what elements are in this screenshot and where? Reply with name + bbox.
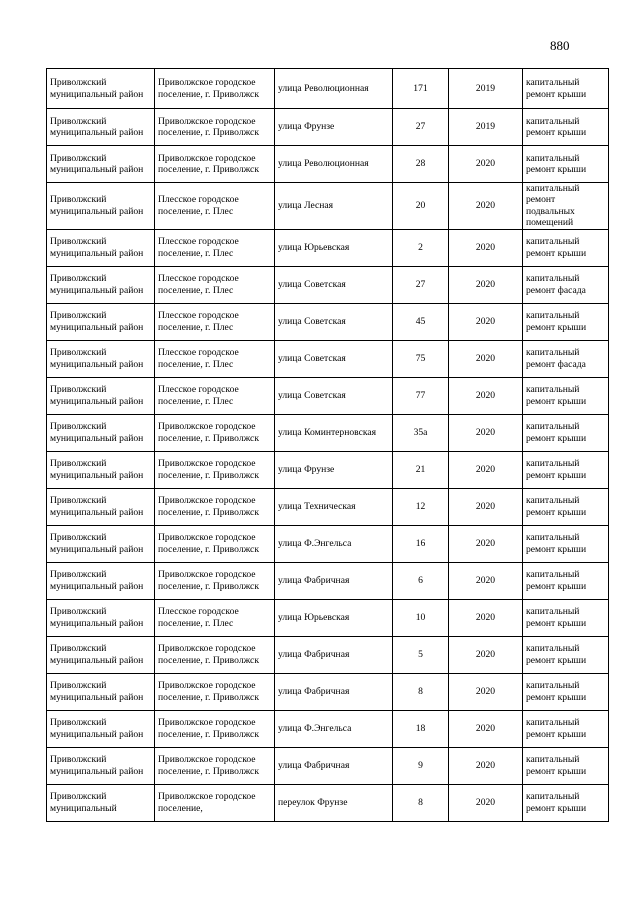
work-type-cell: капитальный ремонт фасада [523,266,609,303]
street-cell: улица Юрьевская [275,229,393,266]
settlement-cell: Приволжское городское поселение, г. Приволжск [155,636,275,673]
house-number-cell: 16 [393,525,449,562]
table-row [47,451,609,488]
work-type-cell: капитальный ремонт крыши [523,69,609,109]
street-cell: улица Фабричная [275,747,393,784]
table-row [47,229,609,266]
table-row [47,636,609,673]
settlement-cell: Приволжское городское поселение, г. Приволжск [155,747,275,784]
street-cell: улица Советская [275,340,393,377]
district-cell: Приволжский муниципальный район [47,414,155,451]
street-cell: улица Коминтерновская [275,414,393,451]
house-number-cell: 21 [393,451,449,488]
table-row [47,488,609,525]
street-cell: улица Ф.Энгельса [275,710,393,747]
house-number-cell: 171 [393,69,449,109]
house-number-cell: 2 [393,229,449,266]
table-row [47,673,609,710]
work-type-cell: капитальный ремонт крыши [523,599,609,636]
work-type-cell: капитальный ремонт крыши [523,784,609,821]
house-number-cell: 27 [393,266,449,303]
page-number: 880 [550,38,570,53]
work-type-cell: капитальный ремонт крыши [523,414,609,451]
district-cell: Приволжский муниципальный район [47,109,155,146]
settlement-cell: Плесское городское поселение, г. Плес [155,340,275,377]
settlement-cell: Плесское городское поселение, г. Плес [155,229,275,266]
settlement-cell: Плесское городское поселение, г. Плес [155,303,275,340]
table-row [47,377,609,414]
district-cell: Приволжский муниципальный район [47,303,155,340]
house-number-cell: 8 [393,784,449,821]
settlement-cell: Приволжское городское поселение, г. Приволжск [155,525,275,562]
settlement-cell: Приволжское городское поселение, г. Приволжск [155,109,275,146]
house-number-cell: 27 [393,109,449,146]
year-cell: 2020 [449,183,523,230]
work-type-cell: капитальный ремонт фасада [523,340,609,377]
work-type-cell: капитальный ремонт крыши [523,109,609,146]
house-number-cell: 9 [393,747,449,784]
work-type-cell: капитальный ремонт крыши [523,146,609,183]
district-cell: Приволжский муниципальный район [47,710,155,747]
table-row [47,340,609,377]
settlement-cell: Приволжское городское поселение, г. Приволжск [155,710,275,747]
street-cell: улица Революционная [275,146,393,183]
table-row [47,562,609,599]
table-row [47,414,609,451]
work-type-cell: капитальный ремонт крыши [523,636,609,673]
work-type-cell: капитальный ремонт крыши [523,377,609,414]
settlement-cell: Приволжское городское поселение, г. Приволжск [155,673,275,710]
year-cell: 2020 [449,525,523,562]
settlement-cell: Приволжское городское поселение, [155,784,275,821]
work-type-cell: капитальный ремонт крыши [523,303,609,340]
street-cell: улица Лесная [275,183,393,230]
work-type-cell: капитальный ремонт крыши [523,229,609,266]
district-cell: Приволжский муниципальный район [47,488,155,525]
settlement-cell: Приволжское городское поселение, г. Приволжск [155,414,275,451]
work-type-cell: капитальный ремонт крыши [523,673,609,710]
district-cell: Приволжский муниципальный район [47,599,155,636]
district-cell: Приволжский муниципальный район [47,747,155,784]
year-cell: 2020 [449,784,523,821]
work-type-cell: капитальный ремонт подвальных помещений [523,183,609,230]
street-cell: улица Фрунзе [275,109,393,146]
year-cell: 2020 [449,266,523,303]
street-cell: улица Фабричная [275,673,393,710]
district-cell: Приволжский муниципальный район [47,69,155,109]
work-type-cell: капитальный ремонт крыши [523,525,609,562]
district-cell: Приволжский муниципальный район [47,340,155,377]
house-number-cell: 8 [393,673,449,710]
street-cell: улица Ф.Энгельса [275,525,393,562]
table-row [47,69,609,109]
district-cell: Приволжский муниципальный район [47,636,155,673]
work-type-cell: капитальный ремонт крыши [523,451,609,488]
housing-repair-table [46,68,609,822]
street-cell: улица Революционная [275,69,393,109]
district-cell: Приволжский муниципальный район [47,451,155,488]
table-row [47,109,609,146]
settlement-cell: Приволжское городское поселение, г. Приволжск [155,451,275,488]
table-row [47,525,609,562]
house-number-cell: 28 [393,146,449,183]
year-cell: 2020 [449,451,523,488]
year-cell: 2020 [449,414,523,451]
house-number-cell: 35а [393,414,449,451]
street-cell: улица Фабричная [275,562,393,599]
street-cell: улица Советская [275,377,393,414]
house-number-cell: 12 [393,488,449,525]
settlement-cell: Приволжское городское поселение, г. Приволжск [155,488,275,525]
year-cell: 2020 [449,636,523,673]
year-cell: 2020 [449,146,523,183]
work-type-cell: капитальный ремонт крыши [523,710,609,747]
settlement-cell: Плесское городское поселение, г. Плес [155,599,275,636]
year-cell: 2020 [449,340,523,377]
year-cell: 2020 [449,488,523,525]
table-row [47,146,609,183]
house-number-cell: 45 [393,303,449,340]
table-row [47,266,609,303]
settlement-cell: Приволжское городское поселение, г. Приволжск [155,69,275,109]
work-type-cell: капитальный ремонт крыши [523,488,609,525]
table-row [47,183,609,230]
work-type-cell: капитальный ремонт крыши [523,562,609,599]
district-cell: Приволжский муниципальный район [47,525,155,562]
year-cell: 2020 [449,303,523,340]
settlement-cell: Приволжское городское поселение, г. Приволжск [155,562,275,599]
settlement-cell: Плесское городское поселение, г. Плес [155,266,275,303]
house-number-cell: 77 [393,377,449,414]
table-row [47,747,609,784]
table-row [47,599,609,636]
year-cell: 2019 [449,109,523,146]
year-cell: 2019 [449,69,523,109]
district-cell: Приволжский муниципальный район [47,229,155,266]
table-row [47,710,609,747]
house-number-cell: 75 [393,340,449,377]
street-cell: улица Фабричная [275,636,393,673]
street-cell: улица Фрунзе [275,451,393,488]
table-row [47,303,609,340]
year-cell: 2020 [449,673,523,710]
house-number-cell: 5 [393,636,449,673]
district-cell: Приволжский муниципальный район [47,183,155,230]
district-cell: Приволжский муниципальный район [47,377,155,414]
street-cell: переулок Фрунзе [275,784,393,821]
year-cell: 2020 [449,747,523,784]
year-cell: 2020 [449,377,523,414]
work-type-cell: капитальный ремонт крыши [523,747,609,784]
settlement-cell: Плесское городское поселение, г. Плес [155,377,275,414]
street-cell: улица Юрьевская [275,599,393,636]
house-number-cell: 18 [393,710,449,747]
settlement-cell: Плесское городское поселение, г. Плес [155,183,275,230]
district-cell: Приволжский муниципальный район [47,266,155,303]
year-cell: 2020 [449,710,523,747]
district-cell: Приволжский муниципальный район [47,146,155,183]
year-cell: 2020 [449,599,523,636]
street-cell: улица Советская [275,303,393,340]
house-number-cell: 10 [393,599,449,636]
table-row [47,784,609,821]
street-cell: улица Техническая [275,488,393,525]
year-cell: 2020 [449,229,523,266]
district-cell: Приволжский муниципальный район [47,562,155,599]
district-cell: Приволжский муниципальный [47,784,155,821]
district-cell: Приволжский муниципальный район [47,673,155,710]
house-number-cell: 6 [393,562,449,599]
street-cell: улица Советская [275,266,393,303]
year-cell: 2020 [449,562,523,599]
house-number-cell: 20 [393,183,449,230]
settlement-cell: Приволжское городское поселение, г. Приволжск [155,146,275,183]
table-body [47,69,609,822]
